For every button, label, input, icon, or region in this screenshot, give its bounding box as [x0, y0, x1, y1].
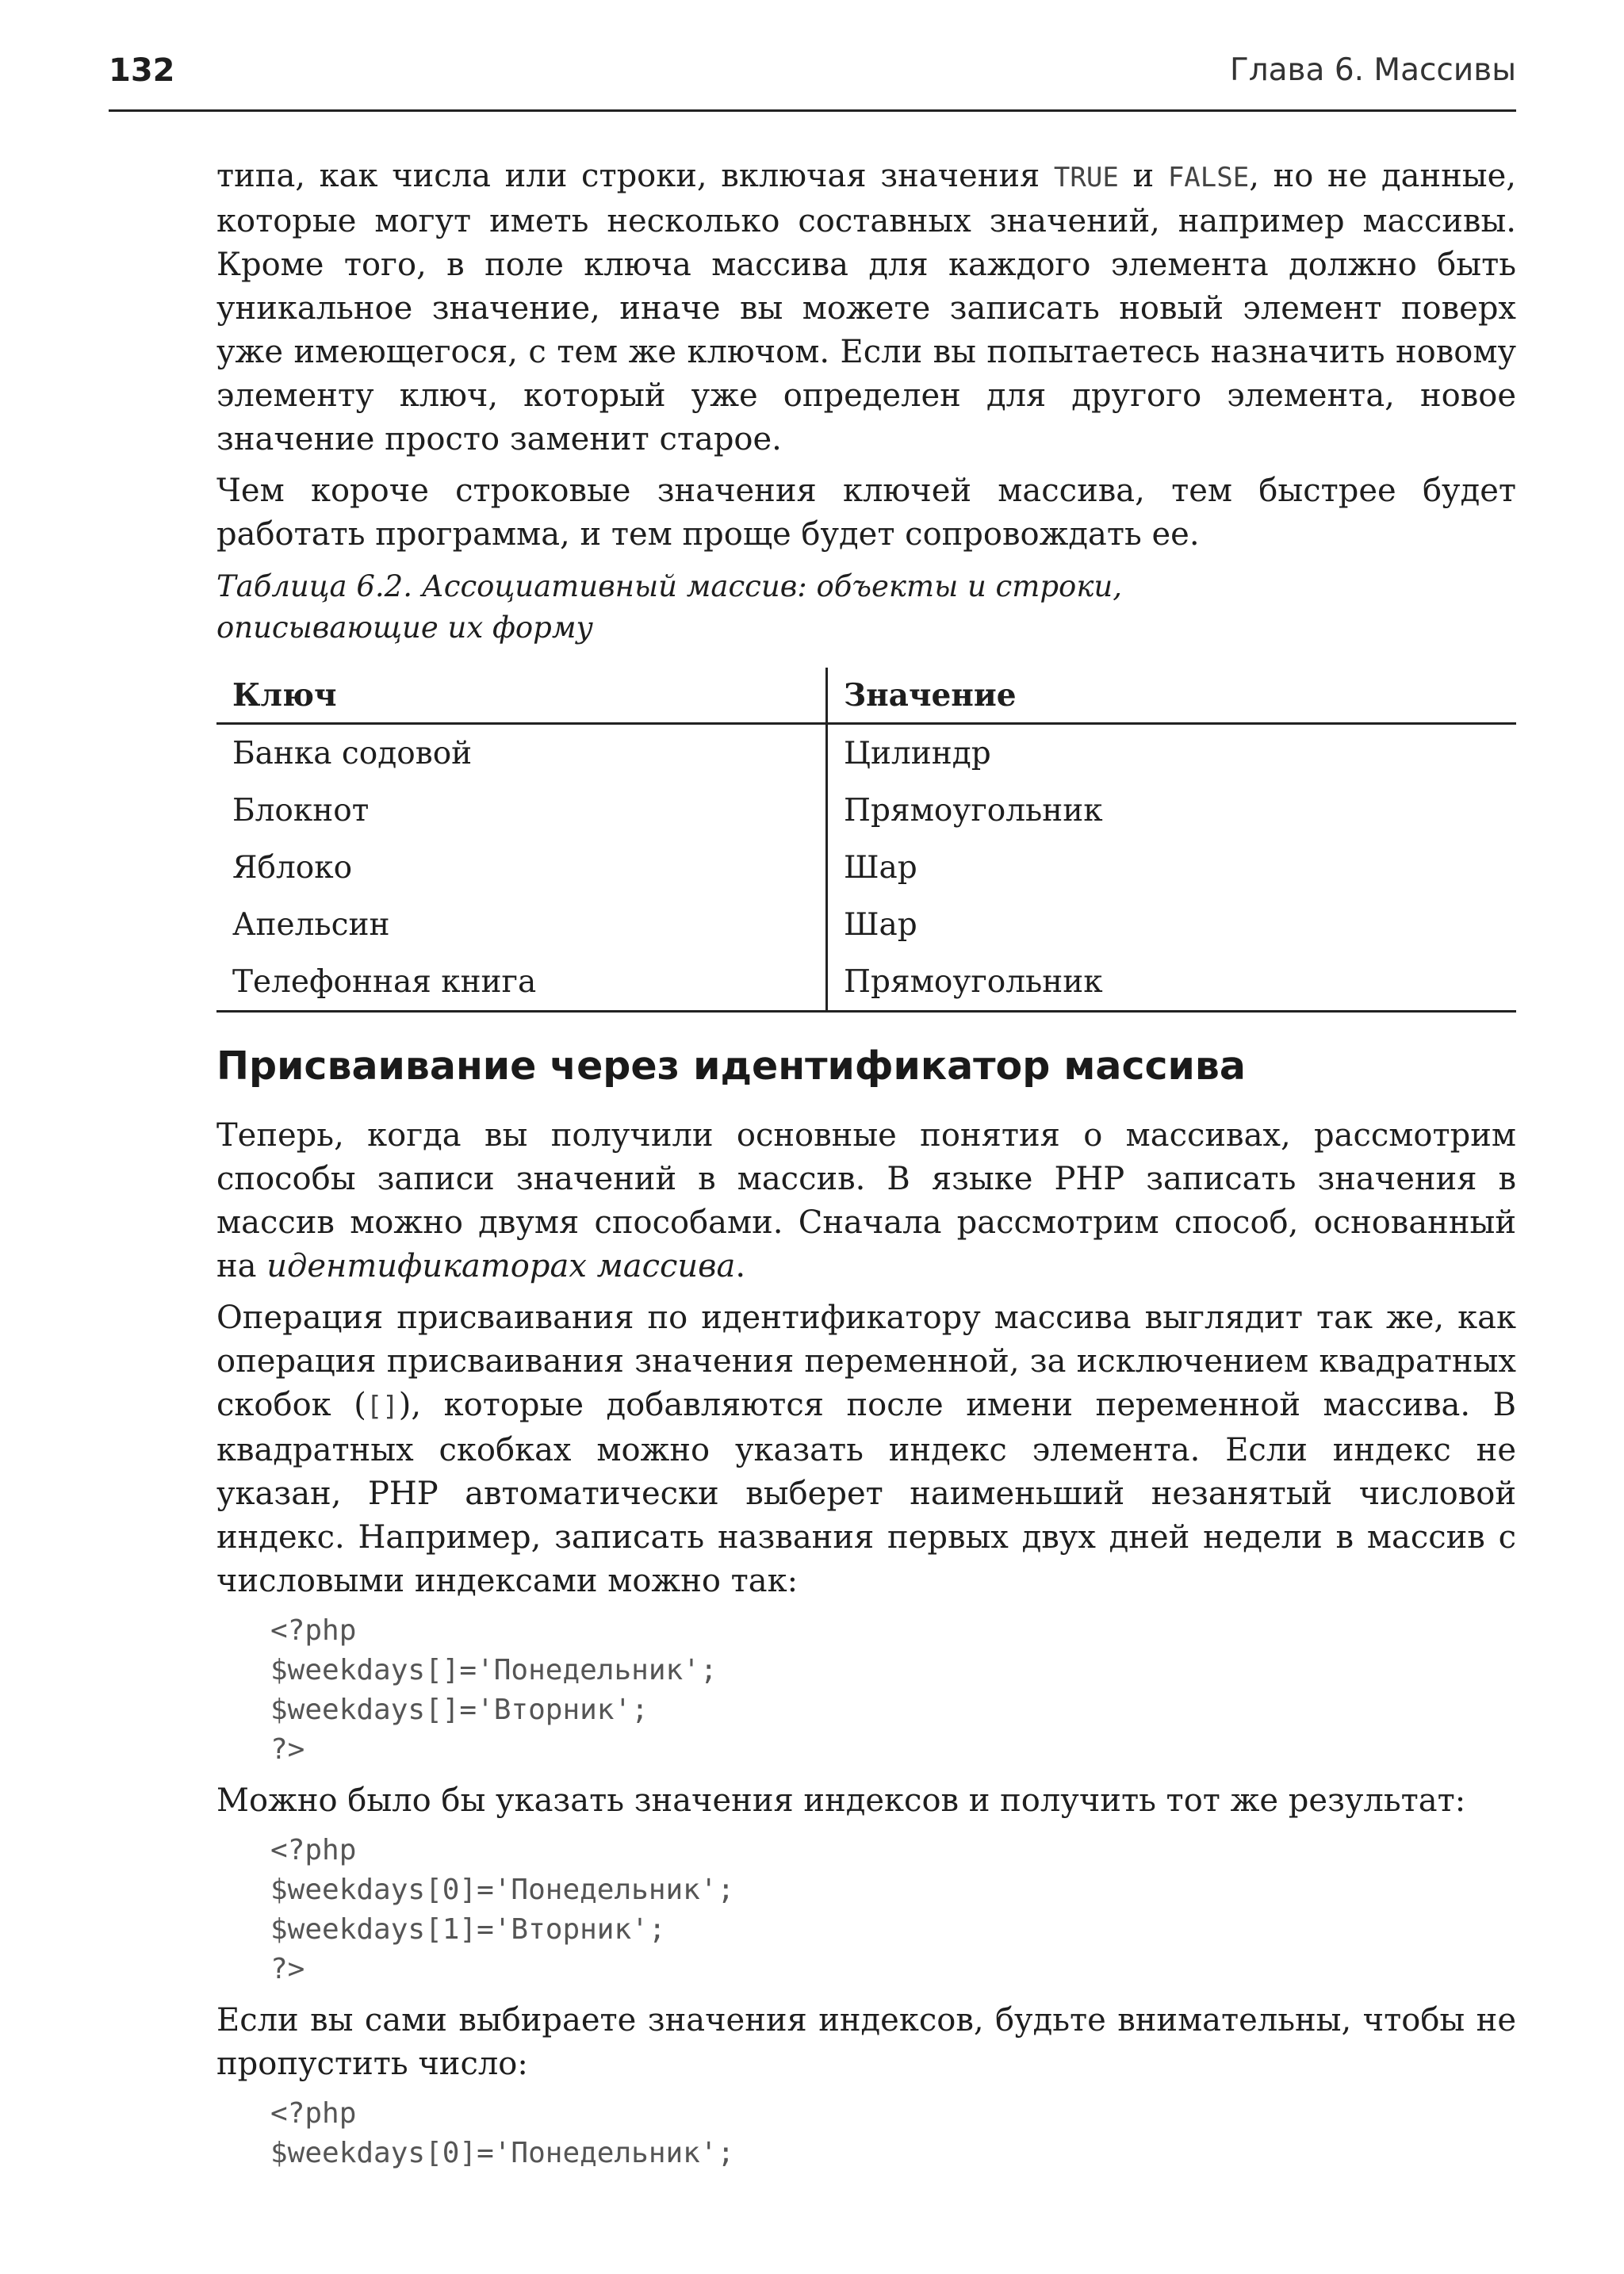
table-row — [216, 953, 1516, 1012]
column-header-value: Значение — [827, 668, 1517, 724]
code-block-3 — [270, 2094, 1516, 2173]
table-row — [216, 724, 1516, 783]
page-body — [216, 155, 1516, 2183]
table-cell-key: Блокнот — [216, 782, 827, 839]
table-row — [216, 896, 1516, 953]
table-cell-key: Телефонная книга — [216, 953, 827, 1012]
table-cell-value: Шар — [844, 849, 917, 886]
page-number: 132 — [109, 52, 175, 89]
intro-paragraph-2: Чем короче строковые значения ключей массива, тем быстрее будет работать программа, и тем проще будет сопровождать ее. — [216, 473, 1516, 553]
code-line: <?php — [270, 2097, 357, 2130]
brackets-code: [] — [366, 1391, 399, 1422]
keyword-false: FALSE — [1167, 162, 1250, 193]
table-cell-value: Прямоугольник — [827, 953, 1517, 1012]
page-header — [109, 41, 1516, 112]
keyword-true: TRUE — [1053, 162, 1119, 193]
intro-paragraph-1: типа, как числа или строки, включая значения TRUE и FALSE, но не данные, которые могут иметь несколько составных значений, например массивы. Кроме того, в поле ключа массива для каждого элемента должно быть уникальное значение, иначе вы можете записать новый элемент поверх уже имеющегося, с тем же ключом. Если вы попытаетесь назначить новому элементу ключ, который уже определен для другого элемента, новое значение просто заменит старое. — [216, 158, 1517, 457]
section-heading: Присваивание через идентификатор массива — [216, 1043, 1246, 1089]
code-line: $weekdays[0]='Понедельник'; — [270, 1874, 735, 1906]
table-cell-key: Банка содовой — [216, 724, 827, 783]
code-line: $weekdays[1]='Вторник'; — [270, 1913, 666, 1946]
code-block-2 — [270, 1831, 1516, 1989]
code-line: <?php — [270, 1614, 357, 1647]
section-paragraph-3: Можно было бы указать значения индексов и получить тот же результат: — [216, 1782, 1466, 1819]
code-line: $weekdays[]='Понедельник'; — [270, 1654, 718, 1686]
code-line: ?> — [270, 1953, 305, 1985]
section-paragraph-1: Теперь, когда вы получили основные понятия о массивах, рассмотрим способы записи значений в массив. В языке PHP записать значения в массив можно двумя способами. Сначала рассмотрим способ, основанный на идентификаторах массива. — [216, 1117, 1516, 1284]
section-paragraph-4: Если вы сами выбираете значения индексов, будьте внимательны, чтобы не пропустить число: — [216, 2002, 1516, 2082]
code-line: <?php — [270, 1834, 357, 1866]
column-header-key: Ключ — [216, 668, 827, 724]
table-header-row — [216, 668, 1516, 724]
table-cell-key: Апельсин — [216, 896, 827, 953]
table-cell-key: Яблоко — [216, 839, 827, 896]
table-caption: Таблица 6.2. Ассоциативный массив: объекты и строки, описывающие их форму — [216, 569, 1123, 645]
section-paragraph-2: Операция присваивания по идентификатору массива выглядит так же, как операция присваивания значения переменной, за исключением квадратных скобок ([]), которые добавляются после имени переменной массива. В квадратных скобках можно указать индекс элемента. Если индекс не указан, PHP автоматически выберет наименьший незанятый числовой индекс. Например, записать названия первых двух дней недели в массив с числовыми индексами можно так: — [216, 1300, 1516, 1599]
table-cell-value: Прямоугольник — [844, 792, 1103, 829]
assoc-array-table — [216, 668, 1516, 1013]
table-row — [216, 839, 1516, 896]
table-cell-value: Цилиндр — [844, 735, 991, 771]
code-block-1 — [270, 1611, 1516, 1770]
table-cell-value: Шар — [844, 906, 917, 943]
code-line: $weekdays[]='Вторник'; — [270, 1694, 649, 1726]
code-line: $weekdays[0]='Понедельник'; — [270, 2137, 735, 2169]
chapter-title: Глава 6. Массивы — [1229, 52, 1516, 88]
code-line: ?> — [270, 1733, 305, 1766]
term-array-identifiers: идентификаторах массива — [266, 1248, 736, 1284]
table-row — [216, 782, 1516, 839]
